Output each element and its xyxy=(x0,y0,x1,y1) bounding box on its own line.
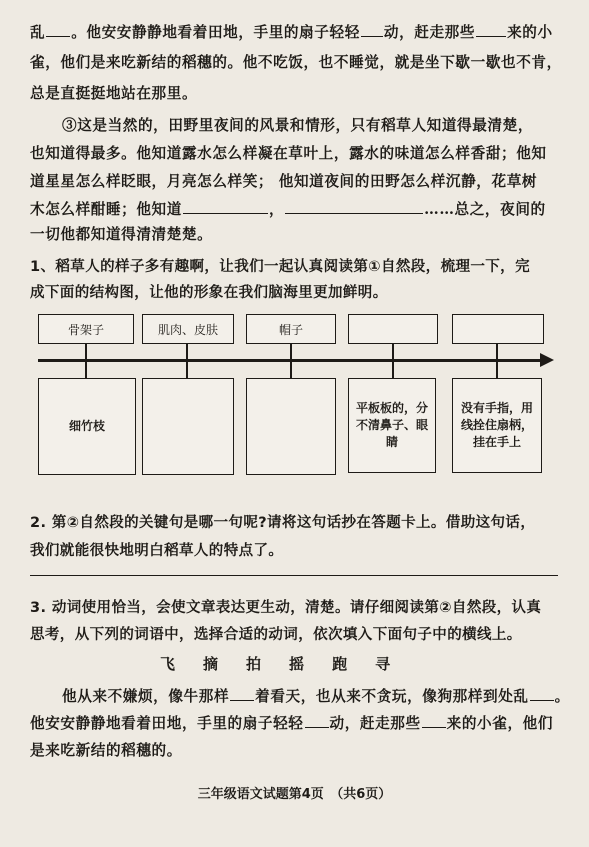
question-1-line-2: 成下面的结构图，让他的形象在我们脑海里更加鲜明。 xyxy=(30,285,388,301)
question-3: 3. 动词使用恰当，会使文章表达更生动，清楚。请仔细阅读第②自然段，认真 xyxy=(30,600,542,616)
blank[interactable] xyxy=(361,22,383,37)
passage-line-3: 总是直挺挺地站在那里。 xyxy=(30,85,198,102)
passage-line-7: 木怎么样酣睡；他知道 ， ……总之，夜间的 xyxy=(30,201,546,218)
question-1: 1、稻草人的样子多有趣啊，让我们一起认真阅读第①自然段，梳理一下，完 xyxy=(30,259,530,275)
passage-line-6: 道星星怎么样眨眼，月亮怎么样笑； 他知道夜间的田野怎么样沉静，花草树 xyxy=(30,173,538,190)
diagram-bottom-box: 没有手指，用线拴住扇柄，挂在手上 xyxy=(452,378,542,473)
question-3-line-2: 思考，从下列的词语中，选择合适的动词，依次填入下面句子中的横线上。 xyxy=(30,627,522,643)
word-option: 摇 xyxy=(289,655,307,673)
passage-line-8: 一切他都知道得清清楚楚。 xyxy=(30,226,213,243)
word-option: 寻 xyxy=(375,655,393,673)
diagram-bottom-box: 细竹枝 xyxy=(38,378,136,475)
question-3-sentence-1: 他从来不嫌烦，像牛那样 着看天，也从来不贪玩，像狗那样到处乱 。 xyxy=(62,688,570,705)
word-option: 跑 xyxy=(332,655,350,673)
word-option: 飞 xyxy=(160,655,178,673)
word-option: 拍 xyxy=(246,655,264,673)
blank[interactable] xyxy=(46,22,70,37)
word-bank xyxy=(160,653,418,674)
page-footer: 三年级语文试题第4页 （共6页） xyxy=(197,787,392,802)
arrow-head-icon xyxy=(540,353,554,367)
diagram-top-box: 肌肉、皮肤 xyxy=(142,314,234,344)
word-option: 摘 xyxy=(203,655,221,673)
blank[interactable] xyxy=(530,686,554,701)
blank[interactable] xyxy=(230,686,254,701)
blank[interactable] xyxy=(305,713,329,728)
question-2-line-2: 我们就能很快地明白稻草人的特点了。 xyxy=(30,543,284,559)
passage-line-1: 乱 。他安安静静地看着田地，手里的扇子轻轻 动，赶走那些 来的小 xyxy=(30,24,553,41)
blank[interactable] xyxy=(476,22,506,37)
diagram-bottom-box[interactable] xyxy=(142,378,234,475)
diagram-top-box: 帽子 xyxy=(246,314,336,344)
diagram-top-box[interactable] xyxy=(452,314,544,344)
timeline-arrow-line xyxy=(38,359,543,362)
blank[interactable] xyxy=(285,199,423,214)
structure-diagram xyxy=(38,308,558,478)
diagram-top-box[interactable] xyxy=(348,314,438,344)
question-3-sentence-3: 是来吃新结的稻穗的。 xyxy=(30,742,182,759)
diagram-top-box: 骨架子 xyxy=(38,314,134,344)
answer-line[interactable] xyxy=(30,575,558,576)
passage-paragraph-3-start: ③这是当然的，田野里夜间的风景和情形，只有稻草人知道得最清楚， xyxy=(62,117,534,134)
blank[interactable] xyxy=(183,199,268,214)
passage-line-2: 雀，他们是来吃新结的稻穗的。他不吃饭，也不睡觉，就是坐下歇一歇也不肯， xyxy=(30,54,562,71)
diagram-bottom-box: 平板板的，分不清鼻子、眼睛 xyxy=(348,378,436,473)
blank[interactable] xyxy=(422,713,446,728)
diagram-bottom-box[interactable] xyxy=(246,378,336,475)
question-2: 2. 第②自然段的关键句是哪一句呢?请将这句话抄在答题卡上。借助这句话， xyxy=(30,515,536,531)
passage-line-5: 也知道得最多。他知道露水怎么样凝在草叶上，露水的味道怎么样香甜；他知 xyxy=(30,145,547,162)
question-3-sentence-2: 他安安静静地看着田地，手里的扇子轻轻 动，赶走那些 来的小雀，他们 xyxy=(30,715,554,732)
